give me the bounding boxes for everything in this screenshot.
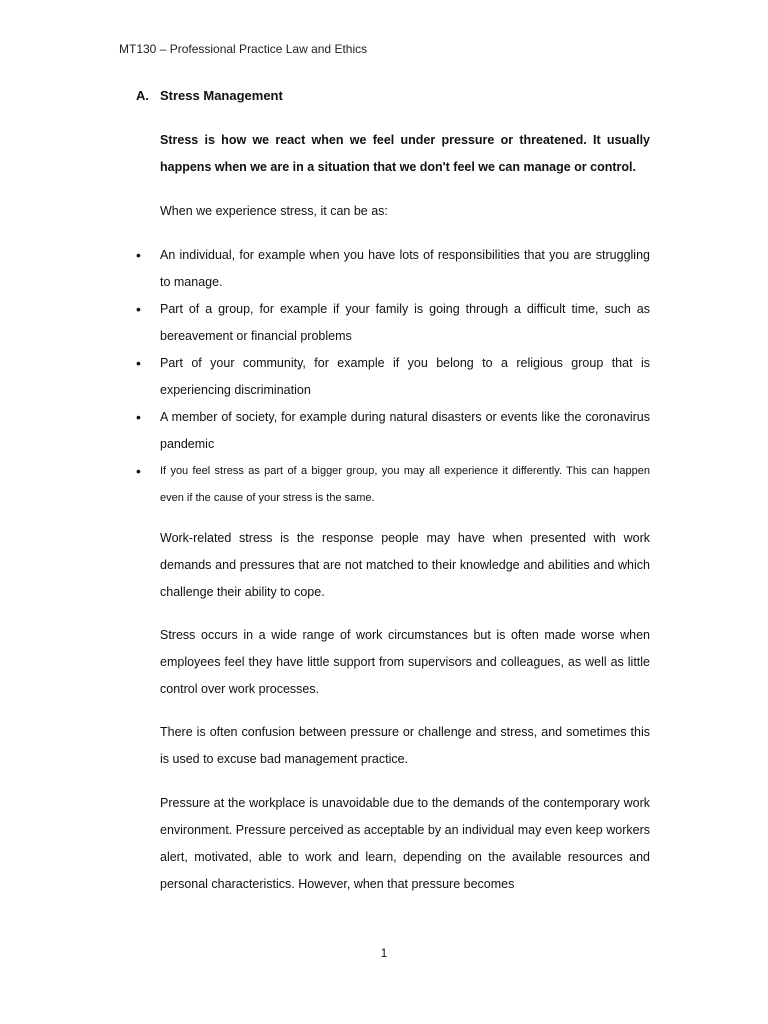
section-heading <box>136 88 283 103</box>
intro-paragraph: Stress is how we react when we feel under pressure or threatened. It usually happens when we are in a situation that we don't feel we can manage or control. <box>160 133 650 174</box>
bullet-icon: • <box>136 409 141 425</box>
list-item <box>136 296 650 350</box>
lead-paragraph: When we experience stress, it can be as: <box>160 204 388 218</box>
bullet-icon: • <box>136 463 141 479</box>
list-item-text: If you feel stress as part of a bigger group, you may all experience it differently. This can happen even if the cause of your stress is the same. <box>160 465 650 504</box>
bullet-icon: • <box>136 247 141 263</box>
section-title: Stress Management <box>160 88 283 103</box>
list-item <box>136 458 650 512</box>
body-paragraph: There is often confusion between pressure or challenge and stress, and sometimes this is used to excuse bad management practice. <box>160 725 650 766</box>
section-number: A. <box>136 88 149 103</box>
list-item <box>136 350 650 404</box>
body-paragraph: Work-related stress is the response people may have when presented with work demands and pressures that are not matched to their knowledge and abilities and which challenge their ability to cope. <box>160 531 650 599</box>
list-item-text: Part of your community, for example if you belong to a religious group that is experiencing discrimination <box>160 356 650 397</box>
list-item-text: A member of society, for example during natural disasters or events like the coronavirus pandemic <box>160 410 650 451</box>
bullet-icon: • <box>136 301 141 317</box>
list-item <box>136 242 650 296</box>
bullet-icon: • <box>136 355 141 371</box>
list-item-text: Part of a group, for example if your family is going through a difficult time, such as bereavement or financial problems <box>160 302 650 343</box>
bullet-list <box>136 242 650 512</box>
page-header: MT130 – Professional Practice Law and Ethics <box>119 42 368 56</box>
body-paragraph: Pressure at the workplace is unavoidable due to the demands of the contemporary work environment. Pressure perceived as acceptable by an individual may even keep workers alert, motivated, able to work and learn, depending on the available resources and personal characteristics. However, when that pressure becomes <box>160 796 650 891</box>
page-number: 1 <box>380 946 388 960</box>
body-paragraph: Stress occurs in a wide range of work circumstances but is often made worse when employees feel they have little support from supervisors and colleagues, as well as little control over work processes. <box>160 628 650 696</box>
list-item <box>136 404 650 458</box>
list-item-text: An individual, for example when you have lots of responsibilities that you are struggling to manage. <box>160 248 650 289</box>
